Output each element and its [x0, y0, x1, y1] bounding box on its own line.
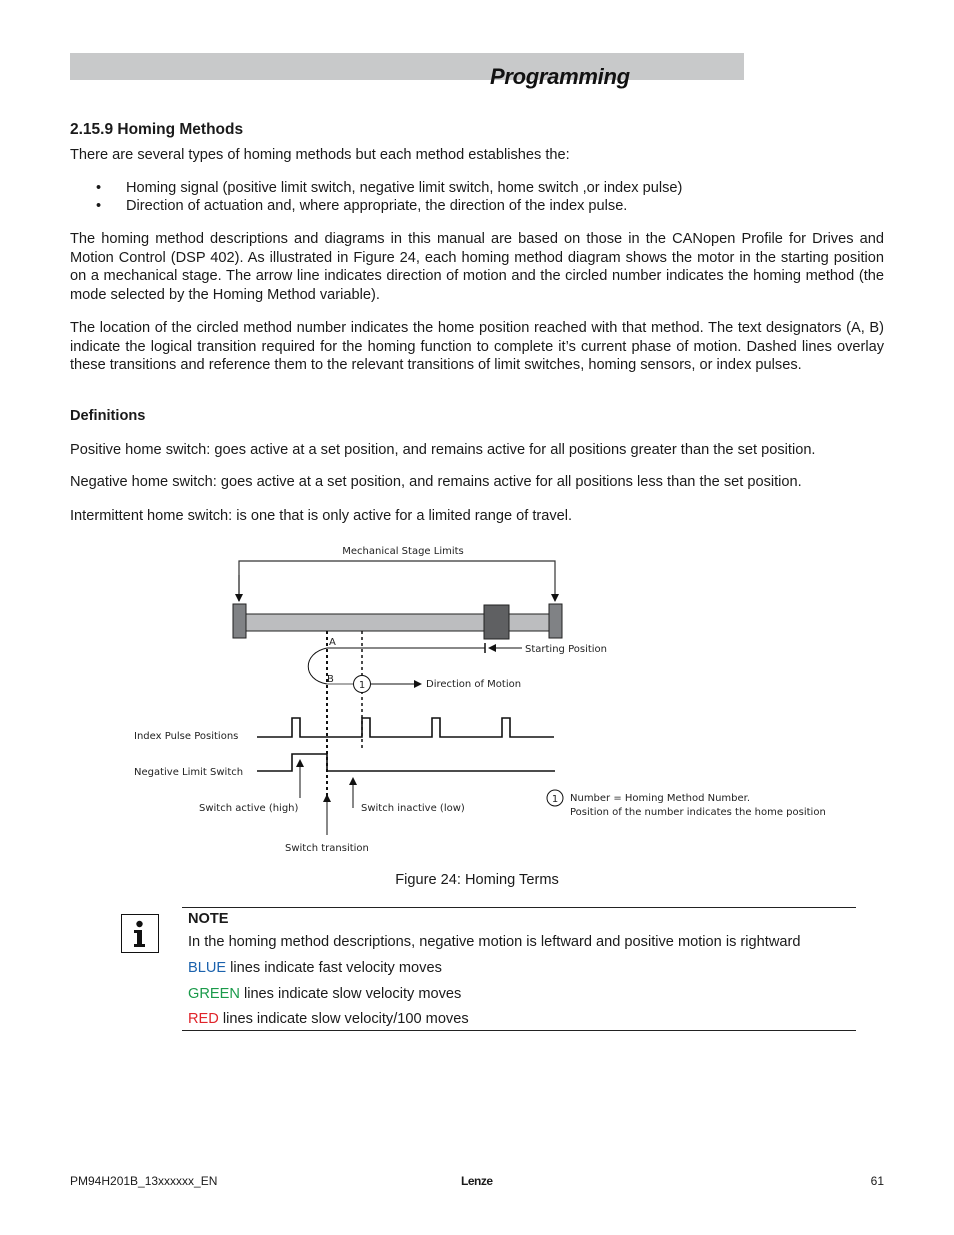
- footer-brand-logo: Lenze: [461, 1174, 493, 1188]
- stage-limits-bracket: [239, 561, 555, 601]
- negative-limit-label: Negative Limit Switch: [134, 767, 244, 778]
- bullet-icon: •: [96, 180, 102, 196]
- index-pulse-waveform: [257, 718, 554, 737]
- stage-limits-label: Mechanical Stage Limits: [342, 546, 464, 557]
- bullet-item: • Homing signal (positive limit switch, negative limit switch, home switch ,or index pulse): [96, 180, 683, 196]
- page-header-title: Programming: [490, 64, 630, 89]
- definition-intermittent: Intermittent home switch: is one that is only active for a limited range of travel.: [70, 508, 573, 524]
- marker-b: B: [327, 674, 334, 685]
- bullet-icon: •: [96, 198, 102, 214]
- paragraph-canopen: The homing method descriptions and diagrams in this manual are based on those in the CANopen Profile for Drives and Motion Control (DSP 402). As illustrated in Figure 24, each homing method diagram shows the motor in the starting position on a mechanical stage. The arrow line indicates direction of motion and the circled number indicates the homing method (the mode selected by the Homing Method variable).: [70, 231, 884, 304]
- note-blue-line: BLUE lines indicate fast velocity moves: [188, 960, 442, 976]
- switch-inactive-label: Switch inactive (low): [361, 803, 465, 814]
- switch-active-label: Switch active (high): [199, 803, 299, 814]
- note-red-line: RED lines indicate slow velocity/100 moves: [188, 1011, 469, 1027]
- direction-label: Direction of Motion: [426, 679, 522, 690]
- info-icon: [121, 914, 159, 953]
- legend-line-1: Number = Homing Method Number.: [570, 793, 751, 804]
- bullet-item: • Direction of actuation and, where appropriate, the direction of the index pulse.: [96, 198, 628, 214]
- motor-block: [484, 605, 509, 639]
- definition-positive: Positive home switch: goes active at a set position, and remains active for all positions greater than the set position.: [70, 442, 816, 458]
- intro-paragraph: There are several types of homing methods but each method establishes the:: [70, 147, 570, 163]
- note-title: NOTE: [188, 911, 229, 927]
- index-pulse-label: Index Pulse Positions: [134, 731, 239, 742]
- figure-caption: Figure 24: Homing Terms: [395, 872, 559, 888]
- switch-transition-label: Switch transition: [285, 843, 369, 854]
- note-green-line: GREEN lines indicate slow velocity moves: [188, 986, 462, 1002]
- method-number: 1: [358, 680, 366, 691]
- negative-limit-waveform: [257, 754, 555, 771]
- footer-page-number: 61: [870, 1174, 884, 1188]
- footer-doc-id: PM94H201B_13xxxxxx_EN: [70, 1174, 218, 1188]
- right-limit-block: [549, 604, 562, 638]
- marker-a: A: [329, 637, 336, 648]
- section-heading: 2.15.9 Homing Methods: [70, 121, 244, 138]
- definitions-heading: Definitions: [70, 408, 146, 424]
- paragraph-designators: The location of the circled method number indicates the home position reached with that method. The text designators (A, B) indicate the logical transition required for the homing function to complete it’s current phase of motion. Dashed lines overlay these transitions and reference them to the relevant transitions of limit switches, homing sensors, or index pulses.: [70, 320, 884, 374]
- legend-number: 1: [551, 794, 559, 805]
- starting-position-label: Starting Position: [525, 644, 608, 655]
- legend-line-2: Position of the number indicates the home position: [570, 807, 826, 818]
- note-text: In the homing method descriptions, negative motion is leftward and positive motion is rightward: [188, 934, 801, 950]
- definition-negative: Negative home switch: goes active at a set position, and remains active for all positions less than the set position.: [70, 474, 802, 490]
- left-limit-block: [233, 604, 246, 638]
